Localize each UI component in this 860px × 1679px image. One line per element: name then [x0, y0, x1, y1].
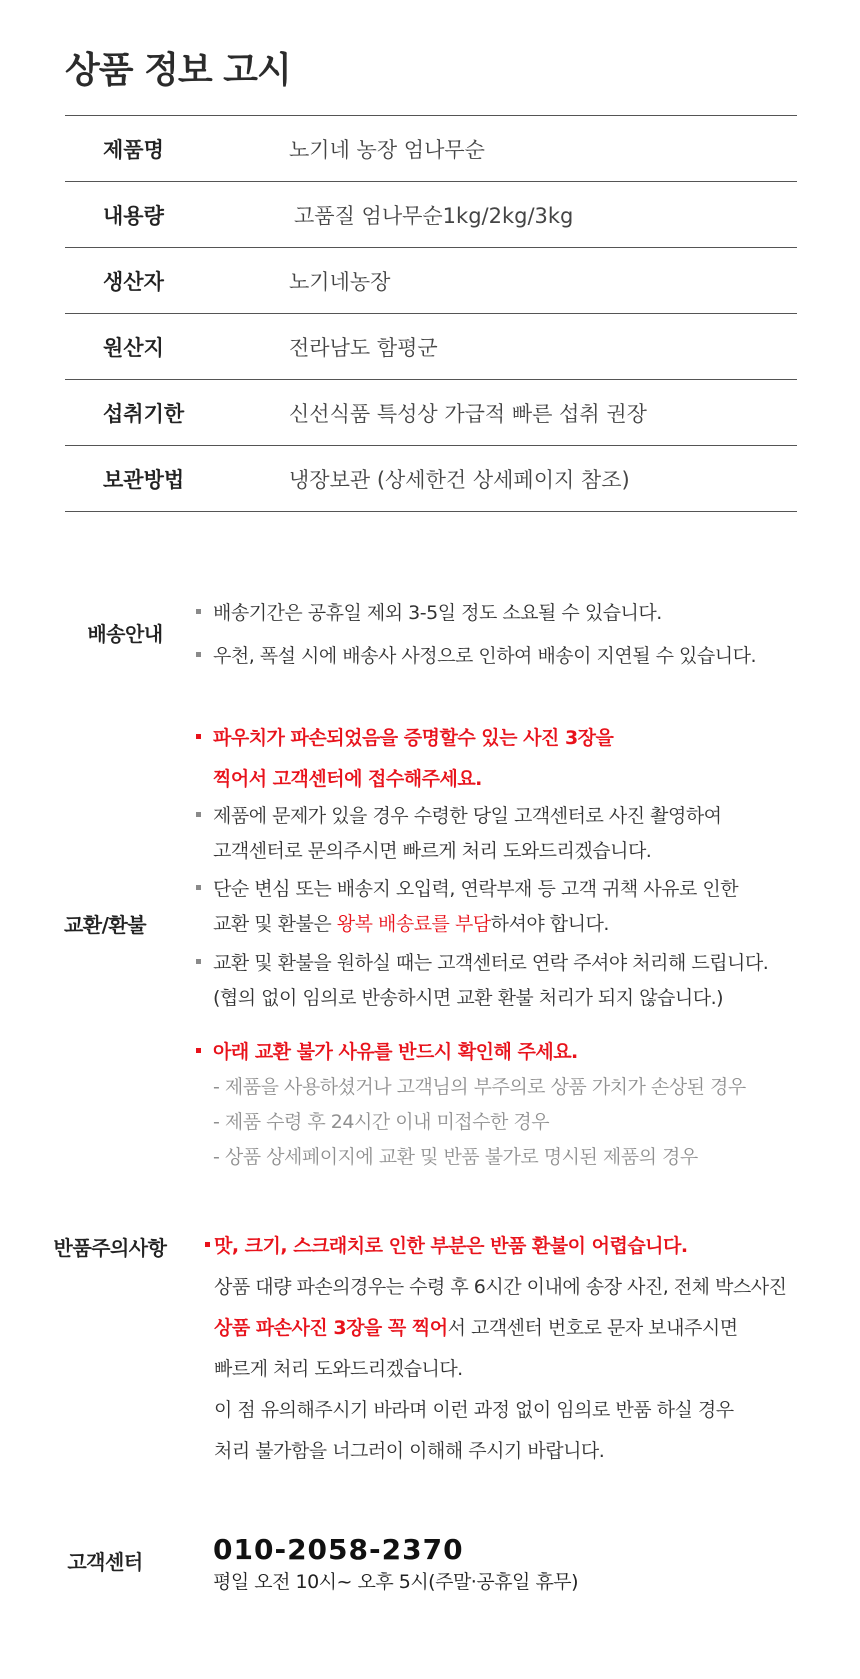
return-line-text: 서 고객센터 번호로 문자 보내주시면	[447, 1317, 738, 1339]
info-row	[65, 446, 797, 512]
exchange-section-label: 교환/환불	[63, 913, 147, 937]
bullet-icon	[205, 1242, 210, 1247]
exchange-line-text: 교환 및 환불은	[213, 913, 337, 935]
exchange-line: (협의 없이 임의로 반송하시면 교환 환불 처리가 되지 않습니다.)	[213, 987, 724, 1009]
bullet-icon	[196, 1048, 201, 1053]
bullet-icon	[196, 609, 201, 614]
exchange-highlight: 왕복 배송료를 부담	[336, 913, 491, 935]
info-value: 고품질 엄나무순1kg/2kg/3kg	[294, 203, 574, 228]
exchange-line-text: 하셔야 합니다.	[490, 913, 609, 935]
bullet-icon	[196, 734, 201, 739]
return-section-label: 반품주의사항	[53, 1236, 167, 1260]
shipping-line: 배송기간은 공휴일 제외 3-5일 정도 소요될 수 있습니다.	[213, 602, 662, 624]
return-highlight: 상품 파손사진 3장을 꼭 찍어	[214, 1317, 448, 1339]
info-row	[65, 248, 797, 314]
exchange-notice-red: 파우치가 파손되었음을 증명할수 있는 사진 3장을	[213, 727, 614, 749]
info-label: 생산자	[103, 269, 164, 294]
info-value: 노기네 농장 엄나무순	[289, 137, 485, 162]
info-row	[65, 380, 797, 446]
exchange-line: 단순 변심 또는 배송지 오입력, 연락부재 등 고객 귀책 사유로 인한	[213, 878, 739, 900]
exchange-notice-red: 아래 교환 불가 사유를 반드시 확인해 주세요.	[213, 1041, 578, 1063]
info-value: 신선식품 특성상 가급적 빠른 섭취 권장	[289, 401, 647, 426]
return-line: 상품 대량 파손의경우는 수령 후 6시간 이내에 송장 사진, 전체 박스사진	[214, 1276, 787, 1298]
return-line: 이 점 유의해주시기 바라며 이런 과정 없이 임의로 반품 하실 경우	[214, 1399, 734, 1421]
info-row	[65, 314, 797, 380]
bullet-icon	[196, 652, 201, 657]
info-label: 보관방법	[103, 467, 185, 492]
info-value: 냉장보관 (상세한건 상세페이지 참조)	[289, 467, 630, 492]
exchange-gray-line: - 제품 수령 후 24시간 이내 미접수한 경우	[213, 1111, 550, 1133]
shipping-line: 우천, 폭설 시에 배송사 사정으로 인하여 배송이 지연될 수 있습니다.	[213, 645, 756, 667]
customer-hours: 평일 오전 10시~ 오후 5시(주말·공휴일 휴무)	[213, 1571, 579, 1593]
exchange-line	[213, 909, 609, 936]
info-value: 노기네농장	[289, 269, 391, 294]
info-label: 섭취기한	[103, 401, 185, 426]
return-line: 처리 불가함을 너그러이 이해해 주시기 바랍니다.	[214, 1440, 605, 1462]
customer-center-label: 고객센터	[67, 1550, 143, 1574]
info-row	[65, 182, 797, 248]
bullet-icon	[196, 885, 201, 890]
exchange-line: 교환 및 환불을 원하실 때는 고객센터로 연락 주셔야 처리해 드립니다.	[213, 952, 769, 974]
exchange-line: 고객센터로 문의주시면 빠르게 처리 도와드리겠습니다.	[213, 840, 652, 862]
exchange-notice-red: 찍어서 고객센터에 접수해주세요.	[213, 768, 482, 790]
bullet-icon	[196, 959, 201, 964]
return-line	[214, 1313, 738, 1340]
return-line: 빠르게 처리 도와드리겠습니다.	[214, 1358, 463, 1380]
exchange-gray-line: - 제품을 사용하셨거나 고객님의 부주의로 상품 가치가 손상된 경우	[213, 1076, 746, 1098]
return-notice-red: 맛, 크기, 스크래치로 인한 부분은 반품 환불이 어렵습니다.	[214, 1235, 688, 1257]
bullet-icon	[196, 812, 201, 817]
exchange-gray-line: - 상품 상세페이지에 교환 및 반품 불가로 명시된 제품의 경우	[213, 1146, 698, 1168]
info-value: 전라남도 함평군	[289, 335, 438, 360]
info-label: 내용량	[103, 203, 164, 228]
page-title: 상품 정보 고시	[65, 50, 291, 91]
exchange-line: 제품에 문제가 있을 경우 수령한 당일 고객센터로 사진 촬영하여	[213, 805, 722, 827]
info-row	[65, 116, 797, 182]
info-label: 제품명	[103, 137, 164, 162]
shipping-section-label: 배송안내	[87, 622, 163, 646]
info-label: 원산지	[103, 335, 164, 360]
product-info-table	[65, 115, 797, 512]
customer-phone: 010-2058-2370	[213, 1533, 464, 1566]
